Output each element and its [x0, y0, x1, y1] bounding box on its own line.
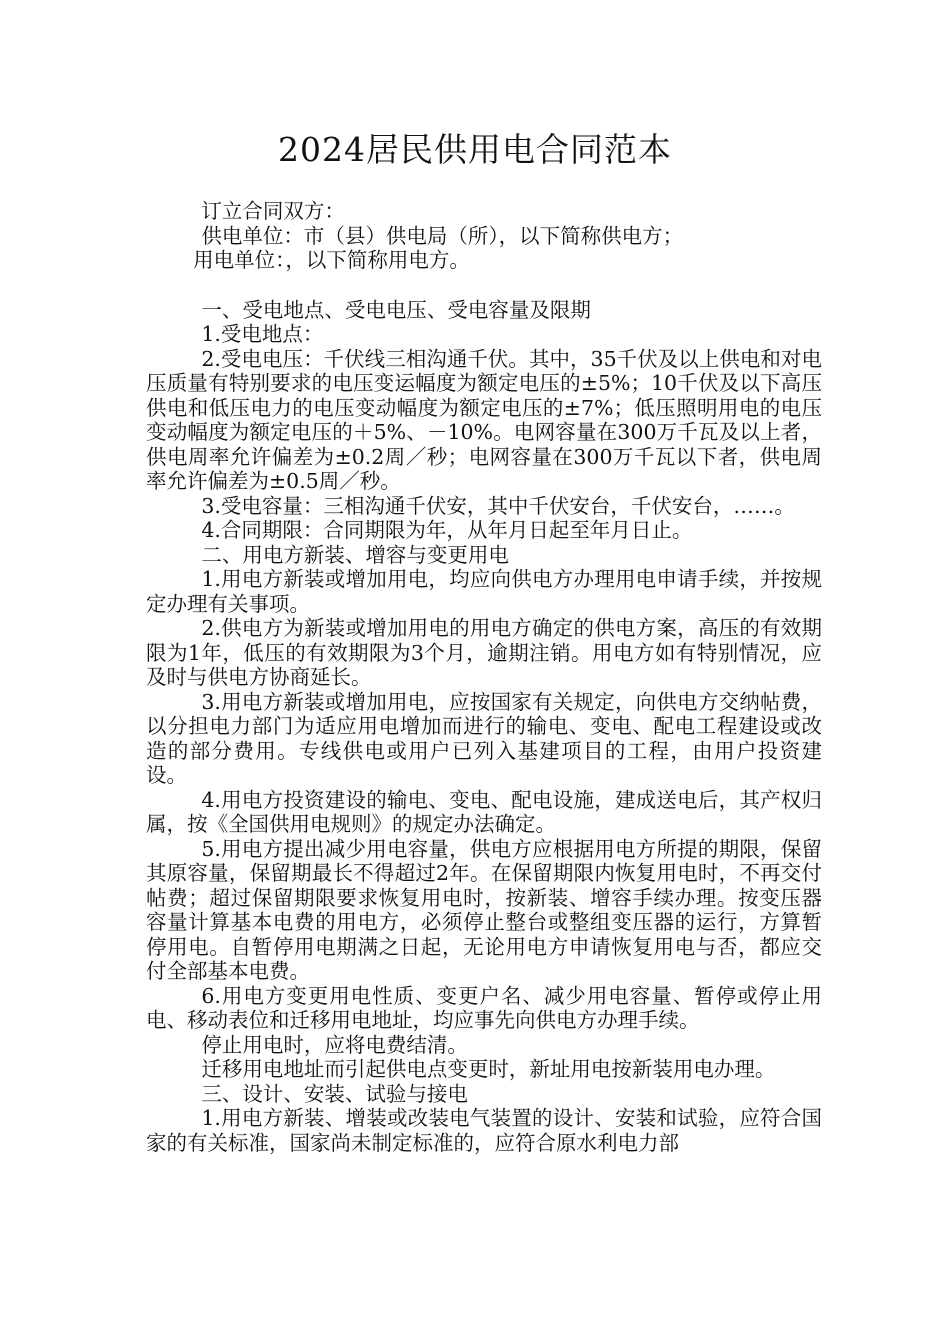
- clause-2-1: 1.用电方新装或增加用电，均应向供电方办理用电申请手续，并按规定办理有关事项。: [146, 567, 822, 616]
- clause-2-2: 2.供电方为新装或增加用电的用电方确定的供电方案，高压的有效期限为1年，低压的有效期限为3个月，逾期注销。用电方如有特别情况，应及时与供电方协商延长。: [146, 616, 822, 689]
- clause-1-1: 1.受电地点：: [201, 322, 324, 346]
- clause-2-6-note-1: 停止用电时，应将电费结清。: [201, 1032, 468, 1057]
- consumer-line: 用电单位：，以下简称用电方。: [193, 248, 470, 272]
- clause-2-6-note-2: 迁移用电地址而引起供电点变更时，新址用电按新装用电办理。: [201, 1057, 776, 1081]
- supplier-line: 供电单位：市（县）供电局（所），以下简称供电方；: [201, 223, 684, 248]
- clause-2-6: 6.用电方变更用电性质、变更户名、减少用电容量、暂停或停止用电、移动表位和迁移用电地址，均应事先向供电方办理手续。: [146, 983, 822, 1032]
- document-title: 2024居民供用电合同范本: [278, 130, 672, 169]
- document-body: [146, 199, 822, 1155]
- clause-1-2: 2.受电电压：千伏线三相沟通千伏。其中，35千伏及以上供电和对电压质量有特别要求的电压变运幅度为额定电压的±5%；10千伏及以下高压供电和低压电力的电压变动幅度为额定电压的±7%；低压照明用电的电压变动幅度为额定电压的＋5%、－10%。电网容量在300万千瓦及以上者，供电周率允许偏差为±0.2周／秒；电网容量在300万千瓦以下者，供电周率允许偏差为±0.5周／秒。: [146, 346, 822, 493]
- parties-heading: 订立合同双方：: [201, 199, 345, 223]
- paragraph-gap: [146, 273, 822, 298]
- clause-3-1: 1.用电方新装、增装或改装电气装置的设计、安装和试验，应符合国家的有关标准，国家尚未制定标准的，应符合原水利电力部: [146, 1106, 822, 1155]
- clause-2-4: 4.用电方投资建设的输电、变电、配电设施，建成送电后，其产权归属，按《全国供用电规则》的规定办法确定。: [146, 787, 822, 836]
- clause-2-3: 3.用电方新装或增加用电，应按国家有关规定，向供电方交纳帖费，以分担电力部门为适应用电增加而进行的输电、变电、配电工程建设或改造的部分费用。专线供电或用户已列入基建项目的工程，由用户投资建设。: [146, 689, 822, 787]
- section-heading-3: 三、设计、安装、试验与接电: [201, 1081, 468, 1106]
- clause-2-5: 5.用电方提出减少用电容量，供电方应根据用电方所提的期限，保留其原容量，保留期最长不得超过2年。在保留期限内恢复用电时，不再交付帖费；超过保留期限要求恢复用电时，按新装、增容手续办理。按变压器容量计算基本电费的用电方，必须停止整台或整组变压器的运行，方算暂停用电。自暂停用电期满之日起，无论用电方申请恢复用电与否，都应交付全部基本电费。: [146, 836, 822, 983]
- clause-1-4: 4.合同期限：合同期限为年，从年月日起至年月日止。: [201, 518, 693, 542]
- section-heading-1: 一、受电地点、受电电压、受电容量及限期: [201, 297, 591, 322]
- clause-1-3: 3.受电容量：三相沟通千伏安，其中千伏安台，千伏安台，……。: [201, 493, 795, 518]
- section-heading-2: 二、用电方新装、增容与变更用电: [201, 542, 509, 567]
